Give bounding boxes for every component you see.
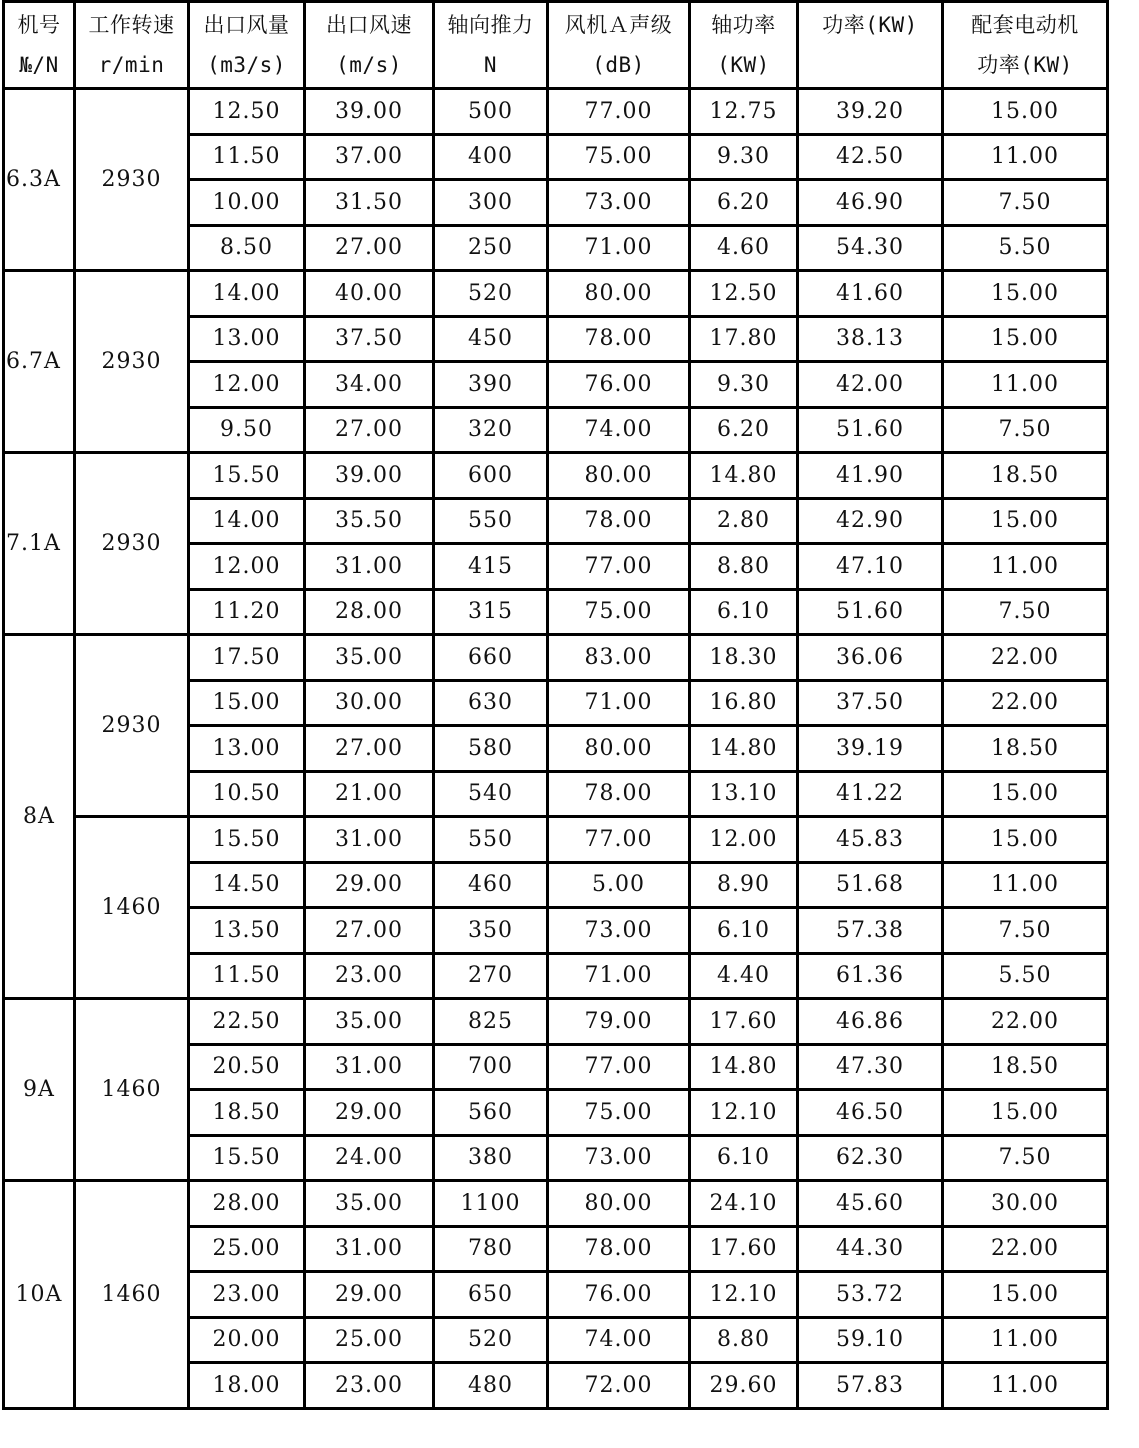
thrust-cell: 300	[435, 181, 546, 224]
power-cell: 38.13	[799, 318, 941, 361]
airflow-cell: 15.50	[190, 454, 303, 497]
motor-power-cell: 15.00	[944, 318, 1106, 361]
motor-power-cell: 18.50	[944, 727, 1106, 770]
power-cell: 46.86	[799, 1000, 941, 1043]
speed-cell: 1460	[76, 818, 187, 997]
shaft-power-cell: 17.60	[691, 1000, 796, 1043]
sound-cell: 78.00	[549, 318, 688, 361]
shaft-power-cell: 18.30	[691, 636, 796, 679]
thrust-cell: 560	[435, 1091, 546, 1134]
thrust-cell: 450	[435, 318, 546, 361]
header-air-velocity: 出口风速 (m/s)	[306, 3, 432, 87]
speed-cell: 2930	[76, 272, 187, 451]
power-cell: 39.19	[799, 727, 941, 770]
velocity-cell: 35.00	[306, 1000, 432, 1043]
power-cell: 47.30	[799, 1046, 941, 1089]
sound-cell: 71.00	[549, 227, 688, 270]
table-row	[5, 454, 1106, 497]
header-shaft-power: 轴功率 (KW)	[691, 3, 796, 87]
header-sound-level: 风机Ａ声级 (dB)	[549, 3, 688, 87]
motor-power-cell: 11.00	[944, 545, 1106, 588]
thrust-cell: 500	[435, 90, 546, 133]
velocity-cell: 27.00	[306, 409, 432, 452]
airflow-cell: 25.00	[190, 1228, 303, 1271]
power-cell: 51.60	[799, 591, 941, 634]
motor-power-cell: 22.00	[944, 1000, 1106, 1043]
velocity-cell: 40.00	[306, 272, 432, 315]
power-cell: 45.60	[799, 1182, 941, 1225]
sound-cell: 77.00	[549, 90, 688, 133]
motor-power-cell: 22.00	[944, 636, 1106, 679]
table-row	[5, 90, 1106, 133]
shaft-power-cell: 6.10	[691, 1137, 796, 1180]
model-cell: 6.3A	[5, 90, 73, 269]
velocity-cell: 35.50	[306, 500, 432, 543]
thrust-cell: 380	[435, 1137, 546, 1180]
sound-cell: 83.00	[549, 636, 688, 679]
shaft-power-cell: 4.40	[691, 955, 796, 998]
airflow-cell: 12.00	[190, 363, 303, 406]
power-cell: 41.60	[799, 272, 941, 315]
thrust-cell: 780	[435, 1228, 546, 1271]
power-cell: 62.30	[799, 1137, 941, 1180]
velocity-cell: 27.00	[306, 227, 432, 270]
motor-power-cell: 15.00	[944, 90, 1106, 133]
airflow-cell: 14.50	[190, 864, 303, 907]
sound-cell: 78.00	[549, 1228, 688, 1271]
airflow-cell: 11.50	[190, 955, 303, 998]
shaft-power-cell: 17.80	[691, 318, 796, 361]
airflow-cell: 15.50	[190, 818, 303, 861]
motor-power-cell: 15.00	[944, 818, 1106, 861]
airflow-cell: 28.00	[190, 1182, 303, 1225]
power-cell: 47.10	[799, 545, 941, 588]
airflow-cell: 12.50	[190, 90, 303, 133]
shaft-power-cell: 12.10	[691, 1091, 796, 1134]
sound-cell: 71.00	[549, 682, 688, 725]
thrust-cell: 600	[435, 454, 546, 497]
thrust-cell: 1100	[435, 1182, 546, 1225]
power-cell: 51.68	[799, 864, 941, 907]
shaft-power-cell: 4.60	[691, 227, 796, 270]
motor-power-cell: 11.00	[944, 864, 1106, 907]
sound-cell: 77.00	[549, 1046, 688, 1089]
thrust-cell: 320	[435, 409, 546, 452]
airflow-cell: 22.50	[190, 1000, 303, 1043]
table-row	[5, 1000, 1106, 1043]
thrust-cell: 315	[435, 591, 546, 634]
table-row	[5, 272, 1106, 315]
thrust-cell: 660	[435, 636, 546, 679]
shaft-power-cell: 6.10	[691, 909, 796, 952]
shaft-power-cell: 12.10	[691, 1273, 796, 1316]
motor-power-cell: 18.50	[944, 454, 1106, 497]
shaft-power-cell: 24.10	[691, 1182, 796, 1225]
motor-power-cell: 11.00	[944, 1364, 1106, 1407]
thrust-cell: 520	[435, 1319, 546, 1362]
shaft-power-cell: 14.80	[691, 1046, 796, 1089]
motor-power-cell: 7.50	[944, 1137, 1106, 1180]
thrust-cell: 550	[435, 818, 546, 861]
motor-power-cell: 15.00	[944, 1091, 1106, 1134]
model-cell: 10A	[5, 1182, 73, 1407]
sound-cell: 80.00	[549, 727, 688, 770]
power-cell: 46.50	[799, 1091, 941, 1134]
motor-power-cell: 11.00	[944, 136, 1106, 179]
motor-power-cell: 7.50	[944, 909, 1106, 952]
thrust-cell: 825	[435, 1000, 546, 1043]
sound-cell: 74.00	[549, 1319, 688, 1362]
airflow-cell: 8.50	[190, 227, 303, 270]
thrust-cell: 520	[435, 272, 546, 315]
motor-power-cell: 22.00	[944, 1228, 1106, 1271]
shaft-power-cell: 13.10	[691, 773, 796, 816]
thrust-cell: 460	[435, 864, 546, 907]
header-motor-power: 配套电动机 功率(KW)	[944, 3, 1106, 87]
velocity-cell: 31.00	[306, 1046, 432, 1089]
airflow-cell: 15.50	[190, 1137, 303, 1180]
airflow-cell: 18.00	[190, 1364, 303, 1407]
sound-cell: 75.00	[549, 136, 688, 179]
motor-power-cell: 7.50	[944, 181, 1106, 224]
table-row	[5, 1182, 1106, 1225]
velocity-cell: 25.00	[306, 1319, 432, 1362]
airflow-cell: 11.50	[190, 136, 303, 179]
table-body	[5, 3, 1106, 1407]
power-cell: 44.30	[799, 1228, 941, 1271]
airflow-cell: 10.00	[190, 181, 303, 224]
velocity-cell: 29.00	[306, 864, 432, 907]
shaft-power-cell: 14.80	[691, 727, 796, 770]
thrust-cell: 630	[435, 682, 546, 725]
airflow-cell: 17.50	[190, 636, 303, 679]
velocity-cell: 27.00	[306, 909, 432, 952]
shaft-power-cell: 8.80	[691, 545, 796, 588]
shaft-power-cell: 6.20	[691, 409, 796, 452]
velocity-cell: 23.00	[306, 955, 432, 998]
thrust-cell: 540	[435, 773, 546, 816]
airflow-cell: 13.00	[190, 318, 303, 361]
table-row	[5, 818, 1106, 861]
velocity-cell: 39.00	[306, 454, 432, 497]
airflow-cell: 10.50	[190, 773, 303, 816]
sound-cell: 79.00	[549, 1000, 688, 1043]
speed-cell: 1460	[76, 1182, 187, 1407]
fan-performance-table	[2, 0, 1109, 1410]
power-cell: 39.20	[799, 90, 941, 133]
shaft-power-cell: 6.10	[691, 591, 796, 634]
sound-cell: 80.00	[549, 454, 688, 497]
power-cell: 51.60	[799, 409, 941, 452]
header-airflow: 出口风量 (m3/s)	[190, 3, 303, 87]
motor-power-cell: 5.50	[944, 227, 1106, 270]
airflow-cell: 20.00	[190, 1319, 303, 1362]
header-axial-thrust: 轴向推力 N	[435, 3, 546, 87]
motor-power-cell: 7.50	[944, 591, 1106, 634]
airflow-cell: 14.00	[190, 500, 303, 543]
thrust-cell: 390	[435, 363, 546, 406]
velocity-cell: 31.00	[306, 1228, 432, 1271]
thrust-cell: 270	[435, 955, 546, 998]
shaft-power-cell: 2.80	[691, 500, 796, 543]
motor-power-cell: 5.50	[944, 955, 1106, 998]
airflow-cell: 18.50	[190, 1091, 303, 1134]
velocity-cell: 31.00	[306, 818, 432, 861]
motor-power-cell: 30.00	[944, 1182, 1106, 1225]
shaft-power-cell: 17.60	[691, 1228, 796, 1271]
power-cell: 42.50	[799, 136, 941, 179]
airflow-cell: 11.20	[190, 591, 303, 634]
motor-power-cell: 15.00	[944, 500, 1106, 543]
motor-power-cell: 15.00	[944, 1273, 1106, 1316]
velocity-cell: 37.00	[306, 136, 432, 179]
power-cell: 46.90	[799, 181, 941, 224]
thrust-cell: 415	[435, 545, 546, 588]
thrust-cell: 550	[435, 500, 546, 543]
sound-cell: 71.00	[549, 955, 688, 998]
sound-cell: 77.00	[549, 545, 688, 588]
speed-cell: 1460	[76, 1000, 187, 1179]
velocity-cell: 31.50	[306, 181, 432, 224]
power-cell: 42.90	[799, 500, 941, 543]
airflow-cell: 15.00	[190, 682, 303, 725]
shaft-power-cell: 9.30	[691, 136, 796, 179]
sound-cell: 76.00	[549, 1273, 688, 1316]
shaft-power-cell: 9.30	[691, 363, 796, 406]
sound-cell: 77.00	[549, 818, 688, 861]
velocity-cell: 21.00	[306, 773, 432, 816]
motor-power-cell: 11.00	[944, 363, 1106, 406]
header-power: 功率(KW)	[799, 3, 941, 87]
motor-power-cell: 11.00	[944, 1319, 1106, 1362]
velocity-cell: 30.00	[306, 682, 432, 725]
airflow-cell: 13.50	[190, 909, 303, 952]
thrust-cell: 400	[435, 136, 546, 179]
velocity-cell: 29.00	[306, 1091, 432, 1134]
airflow-cell: 23.00	[190, 1273, 303, 1316]
velocity-cell: 35.00	[306, 1182, 432, 1225]
velocity-cell: 31.00	[306, 545, 432, 588]
power-cell: 42.00	[799, 363, 941, 406]
thrust-cell: 650	[435, 1273, 546, 1316]
motor-power-cell: 22.00	[944, 682, 1106, 725]
shaft-power-cell: 29.60	[691, 1364, 796, 1407]
airflow-cell: 20.50	[190, 1046, 303, 1089]
velocity-cell: 23.00	[306, 1364, 432, 1407]
power-cell: 41.90	[799, 454, 941, 497]
model-cell: 7.1A	[5, 454, 73, 633]
sound-cell: 75.00	[549, 591, 688, 634]
velocity-cell: 24.00	[306, 1137, 432, 1180]
power-cell: 57.38	[799, 909, 941, 952]
airflow-cell: 13.00	[190, 727, 303, 770]
velocity-cell: 35.00	[306, 636, 432, 679]
shaft-power-cell: 12.00	[691, 818, 796, 861]
model-cell: 6.7A	[5, 272, 73, 451]
sound-cell: 73.00	[549, 909, 688, 952]
airflow-cell: 14.00	[190, 272, 303, 315]
velocity-cell: 39.00	[306, 90, 432, 133]
power-cell: 41.22	[799, 773, 941, 816]
sound-cell: 73.00	[549, 181, 688, 224]
sound-cell: 78.00	[549, 500, 688, 543]
thrust-cell: 480	[435, 1364, 546, 1407]
sound-cell: 80.00	[549, 272, 688, 315]
power-cell: 45.83	[799, 818, 941, 861]
sound-cell: 80.00	[549, 1182, 688, 1225]
airflow-cell: 9.50	[190, 409, 303, 452]
shaft-power-cell: 8.80	[691, 1319, 796, 1362]
header-model: 机号 №/N	[5, 3, 73, 87]
sound-cell: 74.00	[549, 409, 688, 452]
sound-cell: 78.00	[549, 773, 688, 816]
thrust-cell: 350	[435, 909, 546, 952]
velocity-cell: 28.00	[306, 591, 432, 634]
shaft-power-cell: 8.90	[691, 864, 796, 907]
shaft-power-cell: 12.50	[691, 272, 796, 315]
shaft-power-cell: 14.80	[691, 454, 796, 497]
motor-power-cell: 18.50	[944, 1046, 1106, 1089]
sound-cell: 75.00	[549, 1091, 688, 1134]
sound-cell: 5.00	[549, 864, 688, 907]
header-row	[5, 3, 1106, 87]
header-speed: 工作转速 r/min	[76, 3, 187, 87]
airflow-cell: 12.00	[190, 545, 303, 588]
power-cell: 61.36	[799, 955, 941, 998]
thrust-cell: 700	[435, 1046, 546, 1089]
sound-cell: 72.00	[549, 1364, 688, 1407]
motor-power-cell: 15.00	[944, 773, 1106, 816]
power-cell: 59.10	[799, 1319, 941, 1362]
velocity-cell: 29.00	[306, 1273, 432, 1316]
power-cell: 57.83	[799, 1364, 941, 1407]
sound-cell: 76.00	[549, 363, 688, 406]
power-cell: 36.06	[799, 636, 941, 679]
thrust-cell: 580	[435, 727, 546, 770]
velocity-cell: 37.50	[306, 318, 432, 361]
power-cell: 53.72	[799, 1273, 941, 1316]
velocity-cell: 27.00	[306, 727, 432, 770]
sound-cell: 73.00	[549, 1137, 688, 1180]
velocity-cell: 34.00	[306, 363, 432, 406]
power-cell: 37.50	[799, 682, 941, 725]
motor-power-cell: 7.50	[944, 409, 1106, 452]
speed-cell: 2930	[76, 90, 187, 269]
speed-cell: 2930	[76, 636, 187, 815]
table-row	[5, 636, 1106, 679]
shaft-power-cell: 6.20	[691, 181, 796, 224]
motor-power-cell: 15.00	[944, 272, 1106, 315]
thrust-cell: 250	[435, 227, 546, 270]
shaft-power-cell: 16.80	[691, 682, 796, 725]
shaft-power-cell: 12.75	[691, 90, 796, 133]
speed-cell: 2930	[76, 454, 187, 633]
power-cell: 54.30	[799, 227, 941, 270]
model-cell: 8A	[5, 636, 73, 997]
model-cell: 9A	[5, 1000, 73, 1179]
